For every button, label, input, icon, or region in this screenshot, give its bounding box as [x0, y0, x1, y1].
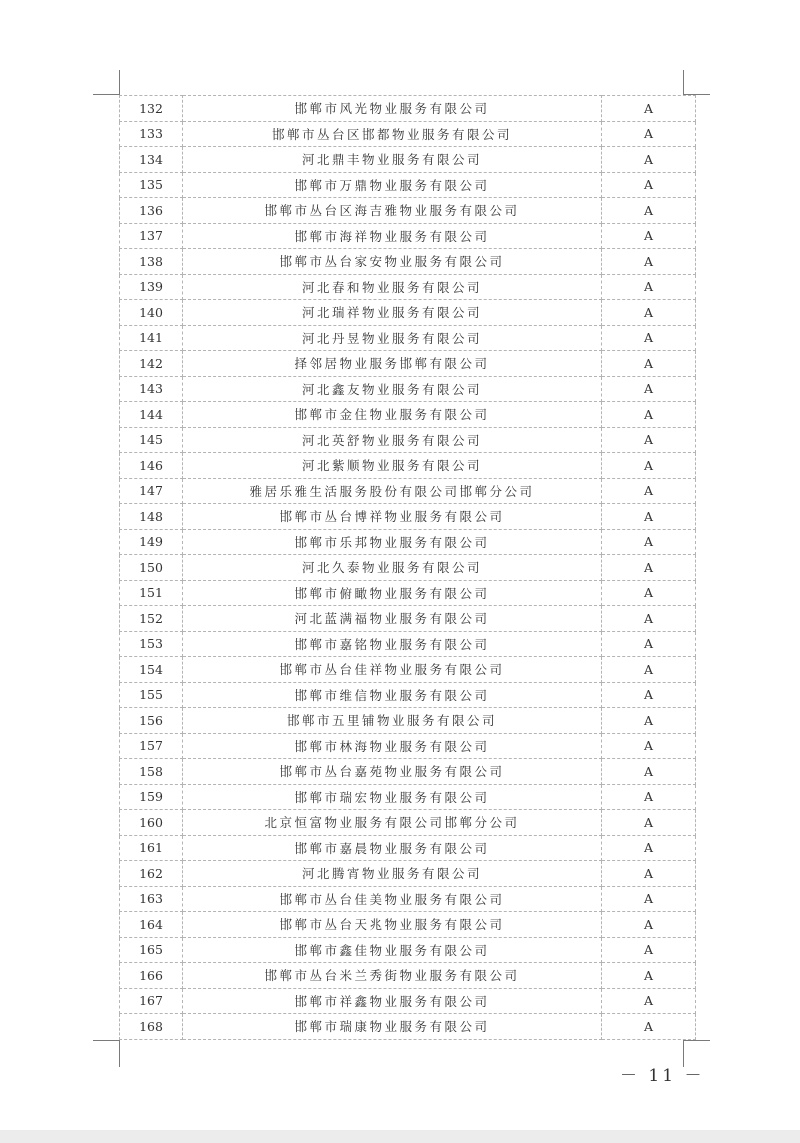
grade-cell: A	[602, 427, 696, 453]
grade-cell: A	[602, 631, 696, 657]
grade-cell: A	[602, 1014, 696, 1040]
grade-cell: A	[602, 249, 696, 275]
company-name: 河北丹昱物业服务有限公司	[183, 325, 602, 351]
crop-mark-top-right	[683, 70, 710, 95]
row-number: 145	[120, 427, 183, 453]
company-name: 河北鼎丰物业服务有限公司	[183, 147, 602, 173]
table-row	[120, 300, 696, 326]
company-name: 邯郸市丛台天兆物业服务有限公司	[183, 912, 602, 938]
table-row	[120, 988, 696, 1014]
row-number: 143	[120, 376, 183, 402]
grade-cell: A	[602, 172, 696, 198]
table-row	[120, 886, 696, 912]
table-row	[120, 580, 696, 606]
table-row	[120, 402, 696, 428]
company-name: 邯郸市祥鑫物业服务有限公司	[183, 988, 602, 1014]
grade-cell: A	[602, 861, 696, 887]
company-grade-table	[119, 95, 696, 1040]
grade-cell: A	[602, 988, 696, 1014]
table-row	[120, 453, 696, 479]
company-name: 邯郸市乐邦物业服务有限公司	[183, 529, 602, 555]
table-row	[120, 657, 696, 683]
company-name: 邯郸市嘉铭物业服务有限公司	[183, 631, 602, 657]
company-name: 邯郸市嘉晨物业服务有限公司	[183, 835, 602, 861]
grade-cell: A	[602, 912, 696, 938]
grade-cell: A	[602, 147, 696, 173]
row-number: 155	[120, 682, 183, 708]
page-number: － 11 －	[620, 1066, 705, 1086]
grade-cell: A	[602, 223, 696, 249]
table-row	[120, 861, 696, 887]
company-name: 邯郸市林海物业服务有限公司	[183, 733, 602, 759]
crop-mark-top-left	[93, 70, 120, 95]
crop-mark-bottom-left	[93, 1040, 120, 1067]
company-name: 邯郸市丛台佳祥物业服务有限公司	[183, 657, 602, 683]
table-row	[120, 172, 696, 198]
company-name: 邯郸市丛台家安物业服务有限公司	[183, 249, 602, 275]
table-row	[120, 351, 696, 377]
row-number: 163	[120, 886, 183, 912]
table-row	[120, 249, 696, 275]
row-number: 157	[120, 733, 183, 759]
grade-cell: A	[602, 300, 696, 326]
viewer-bottom-edge	[0, 1130, 800, 1143]
grade-cell: A	[602, 198, 696, 224]
grade-cell: A	[602, 682, 696, 708]
table-row	[120, 529, 696, 555]
row-number: 144	[120, 402, 183, 428]
table-row	[120, 810, 696, 836]
row-number: 134	[120, 147, 183, 173]
row-number: 133	[120, 121, 183, 147]
table-row	[120, 606, 696, 632]
company-name: 邯郸市五里铺物业服务有限公司	[183, 708, 602, 734]
company-name: 河北春和物业服务有限公司	[183, 274, 602, 300]
row-number: 142	[120, 351, 183, 377]
grade-cell: A	[602, 504, 696, 530]
row-number: 151	[120, 580, 183, 606]
row-number: 132	[120, 96, 183, 122]
table-row	[120, 198, 696, 224]
table-row	[120, 274, 696, 300]
table-row	[120, 631, 696, 657]
table-row	[120, 427, 696, 453]
company-name: 邯郸市瑞宏物业服务有限公司	[183, 784, 602, 810]
company-name: 邯郸市金住物业服务有限公司	[183, 402, 602, 428]
row-number: 141	[120, 325, 183, 351]
grade-cell: A	[602, 937, 696, 963]
row-number: 160	[120, 810, 183, 836]
company-name: 邯郸市万鼎物业服务有限公司	[183, 172, 602, 198]
company-name: 北京恒富物业服务有限公司邯郸分公司	[183, 810, 602, 836]
company-name: 邯郸市维信物业服务有限公司	[183, 682, 602, 708]
table-row	[120, 963, 696, 989]
grade-cell: A	[602, 96, 696, 122]
company-name: 邯郸市风光物业服务有限公司	[183, 96, 602, 122]
row-number: 150	[120, 555, 183, 581]
grade-cell: A	[602, 963, 696, 989]
row-number: 154	[120, 657, 183, 683]
row-number: 139	[120, 274, 183, 300]
table-row	[120, 1014, 696, 1040]
table-row	[120, 682, 696, 708]
company-name: 邯郸市丛台嘉苑物业服务有限公司	[183, 759, 602, 785]
table-row	[120, 96, 696, 122]
company-name: 邯郸市丛台博祥物业服务有限公司	[183, 504, 602, 530]
row-number: 162	[120, 861, 183, 887]
grade-cell: A	[602, 555, 696, 581]
table-row	[120, 555, 696, 581]
table-row	[120, 912, 696, 938]
grade-cell: A	[602, 835, 696, 861]
row-number: 135	[120, 172, 183, 198]
table-row	[120, 121, 696, 147]
company-name: 邯郸市丛台佳美物业服务有限公司	[183, 886, 602, 912]
row-number: 161	[120, 835, 183, 861]
grade-cell: A	[602, 708, 696, 734]
table-row	[120, 759, 696, 785]
grade-cell: A	[602, 784, 696, 810]
table-row	[120, 784, 696, 810]
company-name: 邯郸市丛台区邯都物业服务有限公司	[183, 121, 602, 147]
company-name: 择邻居物业服务邯郸有限公司	[183, 351, 602, 377]
grade-cell: A	[602, 733, 696, 759]
row-number: 165	[120, 937, 183, 963]
grade-cell: A	[602, 376, 696, 402]
table-row	[120, 478, 696, 504]
company-name: 邯郸市鑫佳物业服务有限公司	[183, 937, 602, 963]
row-number: 153	[120, 631, 183, 657]
row-number: 166	[120, 963, 183, 989]
row-number: 136	[120, 198, 183, 224]
grade-cell: A	[602, 759, 696, 785]
grade-cell: A	[602, 351, 696, 377]
row-number: 168	[120, 1014, 183, 1040]
row-number: 148	[120, 504, 183, 530]
row-number: 156	[120, 708, 183, 734]
grade-cell: A	[602, 580, 696, 606]
table-row	[120, 835, 696, 861]
table-row	[120, 937, 696, 963]
grade-cell: A	[602, 478, 696, 504]
table-row	[120, 708, 696, 734]
company-name: 河北瑞祥物业服务有限公司	[183, 300, 602, 326]
row-number: 137	[120, 223, 183, 249]
company-name: 邯郸市海祥物业服务有限公司	[183, 223, 602, 249]
company-name: 河北鑫友物业服务有限公司	[183, 376, 602, 402]
table-row	[120, 733, 696, 759]
company-name: 河北紫顺物业服务有限公司	[183, 453, 602, 479]
row-number: 158	[120, 759, 183, 785]
grade-cell: A	[602, 453, 696, 479]
company-name: 河北蓝满福物业服务有限公司	[183, 606, 602, 632]
table-row	[120, 504, 696, 530]
company-name: 河北英舒物业服务有限公司	[183, 427, 602, 453]
grade-cell: A	[602, 402, 696, 428]
grade-cell: A	[602, 657, 696, 683]
table-row	[120, 147, 696, 173]
table-row	[120, 325, 696, 351]
company-name: 河北久泰物业服务有限公司	[183, 555, 602, 581]
table-row	[120, 376, 696, 402]
company-name: 雅居乐雅生活服务股份有限公司邯郸分公司	[183, 478, 602, 504]
row-number: 152	[120, 606, 183, 632]
row-number: 140	[120, 300, 183, 326]
row-number: 164	[120, 912, 183, 938]
company-name: 河北腾宵物业服务有限公司	[183, 861, 602, 887]
grade-cell: A	[602, 325, 696, 351]
company-name: 邯郸市丛台区海吉雅物业服务有限公司	[183, 198, 602, 224]
company-name: 邯郸市丛台米兰秀街物业服务有限公司	[183, 963, 602, 989]
company-name: 邯郸市俯瞰物业服务有限公司	[183, 580, 602, 606]
company-name: 邯郸市瑞康物业服务有限公司	[183, 1014, 602, 1040]
row-number: 146	[120, 453, 183, 479]
table-row	[120, 223, 696, 249]
grade-cell: A	[602, 606, 696, 632]
grade-cell: A	[602, 529, 696, 555]
grade-cell: A	[602, 274, 696, 300]
row-number: 149	[120, 529, 183, 555]
grade-cell: A	[602, 810, 696, 836]
row-number: 138	[120, 249, 183, 275]
row-number: 147	[120, 478, 183, 504]
grade-cell: A	[602, 886, 696, 912]
row-number: 167	[120, 988, 183, 1014]
row-number: 159	[120, 784, 183, 810]
grade-cell: A	[602, 121, 696, 147]
